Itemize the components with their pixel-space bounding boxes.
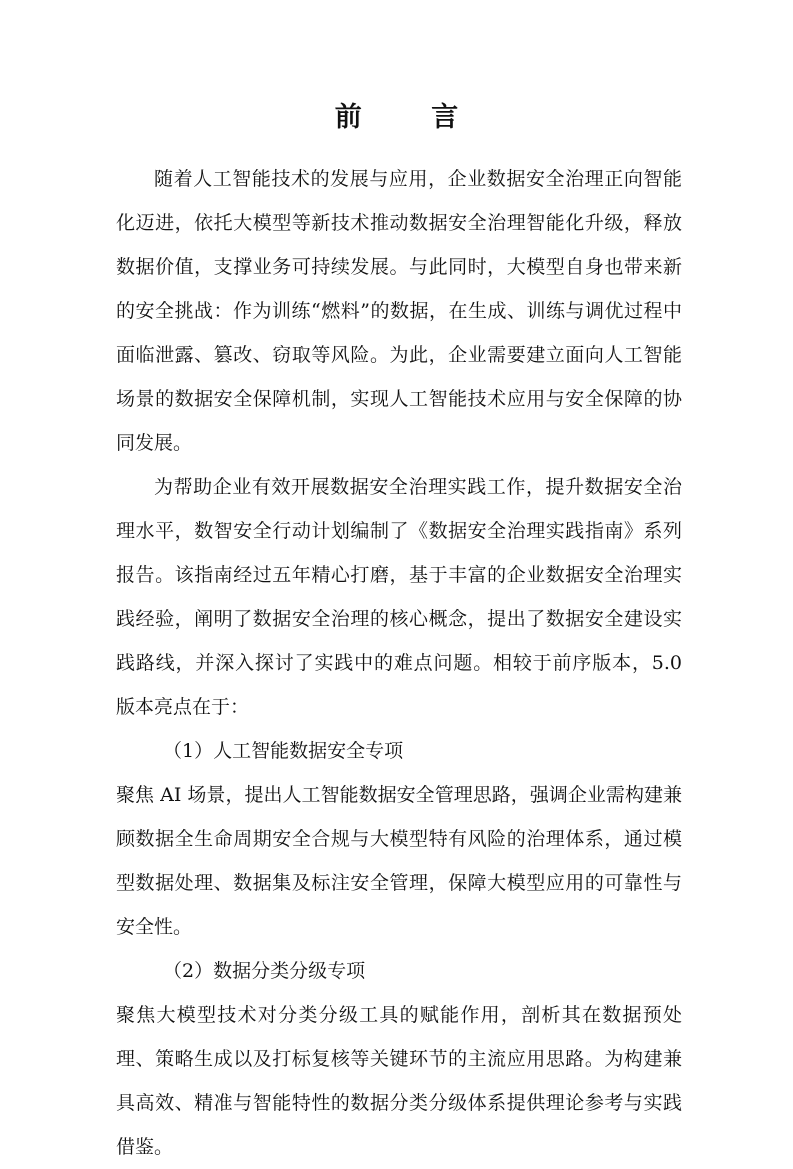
section-heading-classification: （2）数据分类分级专项 bbox=[163, 960, 366, 982]
document-body bbox=[116, 157, 682, 1169]
section-heading-ai: （1）人工智能数据安全专项 bbox=[163, 740, 404, 762]
section-body-ai: 聚焦 AI 场景，提出人工智能数据安全管理思路，强调企业需构建兼顾数据全生命周期安全合规与大模型特有风险的治理体系，通过模型数据处理、数据集及标注安全管理，保障大模型应用的可靠性与安全性。 bbox=[116, 784, 682, 938]
section-body-classification: 聚焦大模型技术对分类分级工具的赋能作用，剖析其在数据预处理、策略生成以及打标复核等关键环节的主流应用思路。为构建兼具高效、精准与智能特性的数据分类分级体系提供理论参考与实践借鉴。 bbox=[116, 1004, 682, 1158]
intro-paragraph-1: 随着人工智能技术的发展与应用，企业数据安全治理正向智能化迈进，依托大模型等新技术推动数据安全治理智能化升级，释放数据价值，支撑业务可持续发展。与此同时，大模型自身也带来新的安全挑战：作为训练“燃料”的数据，在生成、训练与调优过程中面临泄露、篡改、窃取等风险。为此，企业需要建立面向人工智能场景的数据安全保障机制，实现人工智能技术应用与安全保障的协同发展。 bbox=[116, 168, 682, 454]
intro-paragraph-2: 为帮助企业有效开展数据安全治理实践工作，提升数据安全治理水平，数智安全行动计划编制了《数据安全治理实践指南》系列报告。该指南经过五年精心打磨，基于丰富的企业数据安全治理实践经验，阐明了数据安全治理的核心概念，提出了数据安全建设实践路线，并深入探讨了实践中的难点问题。相较于前序版本，5.0 版本亮点在于： bbox=[116, 476, 682, 718]
page-title: 前 言 bbox=[334, 102, 489, 133]
